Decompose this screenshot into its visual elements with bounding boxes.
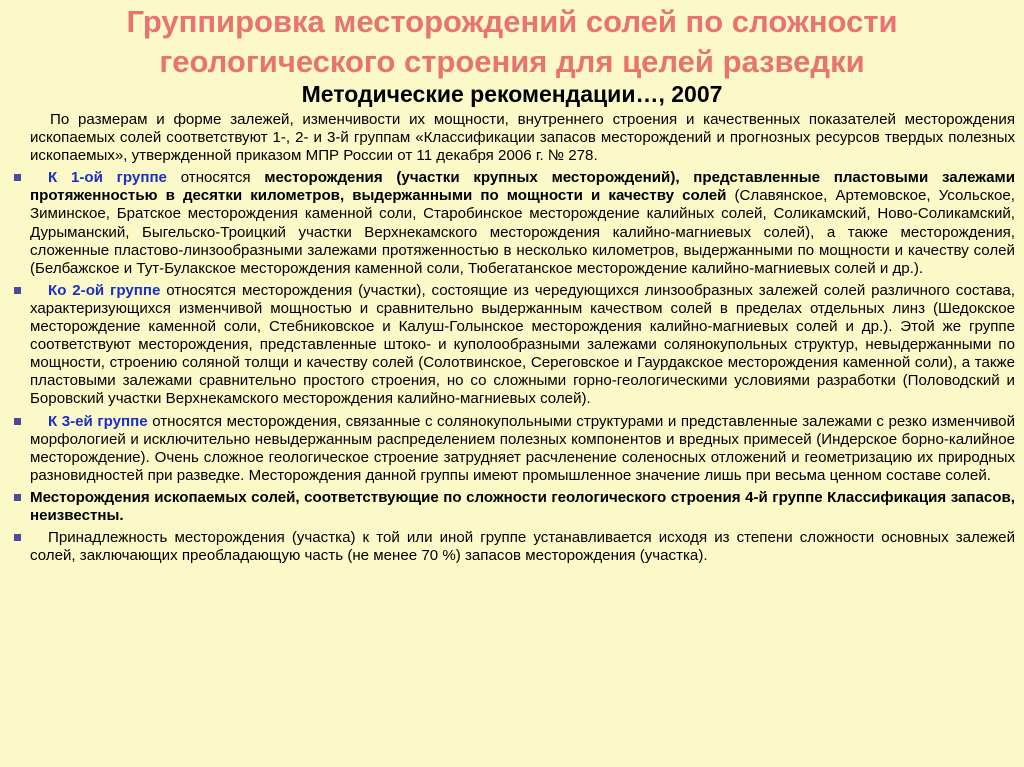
group-1-paragraph xyxy=(10,169,1015,278)
group-3-lead: К 3-ей группе xyxy=(48,412,148,430)
slide-body xyxy=(10,111,1015,565)
group-3-paragraph xyxy=(10,413,1015,485)
final-paragraph: Принадлежность месторождения (участка) к той или иной группе устанавливается исходя из степени сложности основных залежей солей, заключающих преобладающую часть (не менее 70 %) запасов месторождения (участка). xyxy=(10,529,1015,565)
title-line-1: Группировка месторождений солей по сложности xyxy=(126,4,898,39)
group-1-bold-text: месторождения (участки крупных месторождений), представленные пластовыми залежами протяженностью в десятки километров, выдержанными по мощности и качеству солей xyxy=(30,169,1015,205)
group-3-text: относятся месторождения, связанные с солянокупольными структурами и представленные залежами с резко изменчивой морфологией и исключительно невыдержанным распределением полезных компонентов и вредных примесей (Индерское борно-калийное месторождение). Очень сложное геологическое строение затрудняет расчленение соленосных отложений и геометризацию их природных разновидностей при разведке. Месторождения данной группы имеют промышленное значение лишь при весьма ценном составе солей. xyxy=(30,412,1015,484)
slide-title xyxy=(0,2,1024,82)
group-4-paragraph: Месторождения ископаемых солей, соответствующие по сложности геологического строения 4-й группе Классификация запасов, неизвестны. xyxy=(10,489,1015,525)
group-1-text-b: (Славянское, Артемовское, Усольское, Зиминское, Братское месторождения каменной соли, Старобинское месторождение калийных солей, Соликамский, Ново-Соликамский, Дурыманский, Быгельско-Троицкий участки Верхнекамского месторождения калийно-магниевых солей), а также месторождения, сложенные пластово-линзообразными залежами протяженностью в несколько километров, выдержанными по мощности и качеству солей (Белбажское и Тут-Булакское месторождения каменной соли, Тюбегатанское месторождение калийно-магниевых солей и др.). xyxy=(30,187,1015,277)
title-line-2: геологического строения для целей разведки xyxy=(159,44,865,79)
group-2-lead: Ко 2-ой группе xyxy=(48,281,161,299)
group-1-lead: К 1-ой группе xyxy=(48,169,167,187)
slide-subtitle: Методические рекомендации…, 2007 xyxy=(301,81,723,107)
intro-paragraph: По размерам и форме залежей, изменчивости их мощности, внутреннего строения и качественных показателей месторождения ископаемых солей соответствуют 1-, 2- и 3-й группам «Классификации запасов месторождений и прогнозных ресурсов твердых полезных ископаемых», утвержденной приказом МПР России от 11 декабря 2006 г. № 278. xyxy=(30,111,1015,165)
group-1-text-a: относятся xyxy=(166,169,265,187)
group-2-paragraph xyxy=(10,282,1015,409)
group-2-text: относятся месторождения (участки), состоящие из чередующихся линзообразных залежей солей различного состава, характеризующихся изменчивой мощностью и сравнительно выдержанным качеством солей в пределах отдельных линз (Шедокское месторождение каменной соли, Стебниковское и Калуш-Голынское месторождения калийно-магниевых солей и др.). Этой же группе соответствуют месторождения, представленные штоко- и куполообразными залежами солянокупольных структур, невыдержанными по мощности, строению соляной толщи и качеству солей (Солотвинское, Сереговское и Гаурдакское месторождения каменной соли), а также пластовыми залежами сравнительно простого строения, но со сложными горно-геологическими условиями разработки (Половодский и Боровский участки Верхнекамского месторождения калийно-магниевых солей). xyxy=(30,281,1015,408)
